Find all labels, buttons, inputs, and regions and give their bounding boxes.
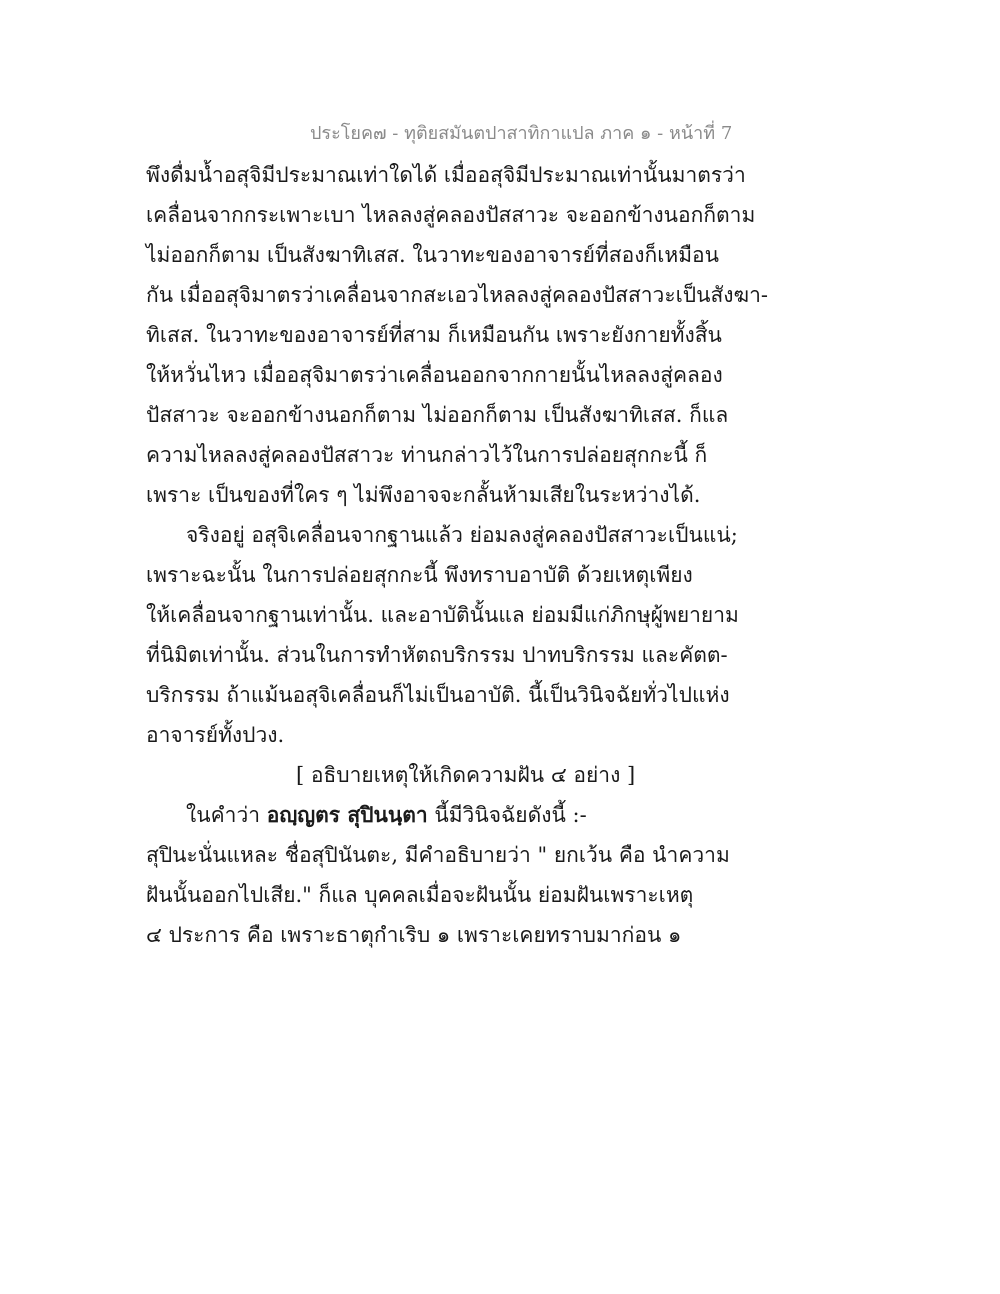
text-line: ให้หวั่นไหว เมื่ออสุจิมาตรว่าเคลื่อนออกจากกายนั้นไหลลงสู่คลอง [146, 363, 723, 387]
page-header: ประโยค๗ - ทุติยสมันตปาสาทิกาแปล ภาค ๑ - หน้าที่ 7 [310, 123, 733, 144]
text-line: อาจารย์ทั้งปวง. [146, 723, 285, 747]
text-line: ให้เคลื่อนจากฐานเท่านั้น. และอาบัตินั้นแล ย่อมมีแก่ภิกษุผู้พยายาม [146, 603, 739, 627]
text-line: เพราะฉะนั้น ในการปล่อยสุกกะนี้ พึงทราบอาบัติ ด้วยเหตุเพียง [146, 563, 693, 587]
text-line: บริกรรม ถ้าแม้นอสุจิเคลื่อนก็ไม่เป็นอาบัติ. นี้เป็นวินิจฉัยทั่วไปแห่ง [146, 683, 730, 707]
text-line: ความไหลลงสู่คลองปัสสาวะ ท่านกล่าวไว้ในการปล่อยสุกกะนี้ ก็ [146, 443, 708, 467]
text-line: ฝันนั้นออกไปเสีย." ก็แล บุคคลเมื่อจะฝันนั้น ย่อมฝันเพราะเหตุ [146, 883, 694, 907]
text-line: กัน เมื่ออสุจิมาตรว่าเคลื่อนจากสะเอวไหลลงสู่คลองปัสสาวะเป็นสังฆา- [146, 283, 769, 307]
text-line: ไม่ออกก็ตาม เป็นสังฆาทิเสส. ในวาทะของอาจารย์ที่สองก็เหมือน [146, 243, 720, 267]
intro-prefix: ในคำว่า [186, 803, 261, 827]
text-line: ทิเสส. ในวาทะของอาจารย์ที่สาม ก็เหมือนกัน เพราะยังกายทั้งสิ้น [146, 323, 722, 347]
intro-line [186, 800, 587, 830]
text-line: ปัสสาวะ จะออกข้างนอกก็ตาม ไม่ออกก็ตาม เป็นสังฆาทิเสส. ก็แล [146, 403, 729, 427]
text-line: ที่นิมิตเท่านั้น. ส่วนในการทำหัตถบริกรรม ปาทบริกรรม และคัตต- [146, 643, 728, 667]
paragraph-first-line: จริงอยู่ อสุจิเคลื่อนจากฐานแล้ว ย่อมลงสู่คลองปัสสาวะเป็นแน่; [186, 523, 738, 547]
text-line: พึงดื่มน้ำอสุจิมีประมาณเท่าใดได้ เมื่ออสุจิมีประมาณเท่านั้นมาตรว่า [146, 163, 746, 187]
pali-term: อญฺญตร สุปินนฺตา [266, 802, 428, 827]
section-heading: [ อธิบายเหตุให้เกิดความฝัน ๔ อย่าง ] [296, 763, 636, 787]
text-line: ๔ ประการ คือ เพราะธาตุกำเริบ ๑ เพราะเคยทราบมาก่อน ๑ [146, 923, 682, 947]
text-line: เพราะ เป็นของที่ใคร ๆ ไม่พึงอาจจะกลั้นห้ามเสียในระหว่างได้. [146, 483, 701, 507]
text-line: เคลื่อนจากกระเพาะเบา ไหลลงสู่คลองปัสสาวะ จะออกข้างนอกก็ตาม [146, 203, 756, 227]
text-line: สุปินะนั่นแหละ ชื่อสุปินันตะ, มีคำอธิบายว่า " ยกเว้น คือ นำความ [146, 843, 730, 867]
intro-suffix: นี้มีวินิจฉัยดังนี้ :- [434, 803, 587, 827]
